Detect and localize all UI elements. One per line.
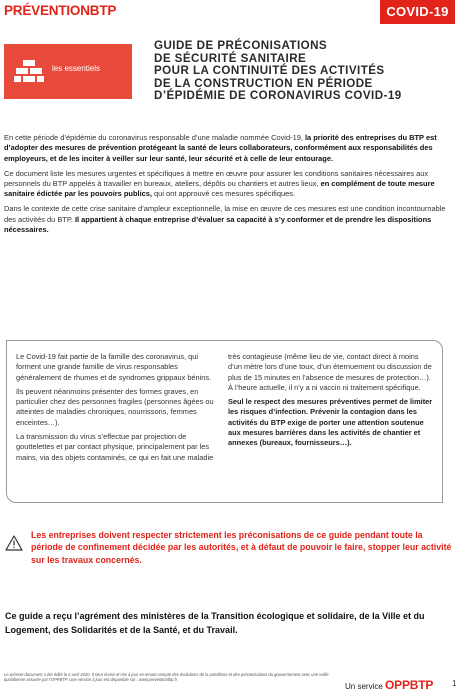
bricks-icon (14, 58, 44, 84)
intro-text (4, 133, 456, 240)
title-line: POUR LA CONTINUITÉ DES ACTIVITÉS (154, 64, 385, 77)
essentials-label: les essentiels (52, 64, 101, 73)
oppbtp-logo: OPPBTP (385, 678, 434, 692)
info-paragraph: Ils peuvent néanmoins présenter des formes graves, en particulier chez des personnes fragiles (personnes âgées ou atteintes de maladies chroniques, nourrissons, femmes enceintes…). (16, 386, 214, 427)
guide-title (154, 40, 454, 103)
footer-note: Le présent document a été édité le 2 avril 2020. Il sera révisé et mis à jour en tenant compte des évolutions de la pandémie et des préconisations du gouvernement avec une veille quotidienne assurée par l’OPPBTP. Une version à jour est disponible sur : www.preventionbtp.fr (4, 672, 329, 683)
info-paragraph: La transmission du virus s’effectue par projection de gouttelettes et par contact physique, principalement par les mains, via des objets contaminés, ce qui en fait une maladie (16, 432, 214, 462)
warning-text: Les entreprises doivent respecter strictement les préconisations de ce guide pendant toute la période de confinement décidée par les autorités, et à défaut de pouvoir le faire, stopper leur activité sur les travaux concernés. (31, 530, 452, 565)
brand-logo (4, 3, 116, 18)
brand-btp: BTP (89, 3, 117, 18)
essentials-block (4, 44, 132, 99)
intro-paragraph: En cette période d’épidémie du coronavirus responsable d’une maladie nommée Covid-19, la priorité des entreprises du BTP est d’adopter des mesures de prévention protégeant la santé de leurs collaborateurs, conformément aux responsabilités des employeurs, et de les inciter à veiller sur leur santé, leur sécurité et à celle de leur entourage. (4, 133, 437, 163)
covid-tag: COVID-19 (380, 0, 455, 24)
title-line: DE LA CONSTRUCTION EN PÉRIODE (154, 76, 373, 90)
brand-prevention: PRÉVENTION (4, 3, 90, 18)
warning-triangle-icon (5, 535, 23, 551)
info-box (6, 340, 443, 503)
title-line: DE SÉCURITÉ SANITAIRE (154, 51, 307, 65)
info-paragraph: très contagieuse (même lieu de vie, contact direct à moins d’un mètre lors d’une toux, d’un éternuement ou discussion de plus de 15 minutes en l’absence de mesures de protection…). À l’heure actuelle, il n’y a ni vaccin ni traitement spécifique. (228, 352, 432, 392)
intro-paragraph: Dans le contexte de cette crise sanitaire d’ampleur exceptionnelle, la mise en œuvre de ces mesures est une condition incontournable des activités du BTP. Il appartient à chaque entreprise d’évaluer sa capacité à s’y conformer et de prendre les dispositions nécessaires. (4, 204, 446, 235)
title-line: GUIDE DE PRÉCONISATIONS (154, 39, 328, 52)
service-label: Un service (345, 682, 383, 691)
approval-text: Ce guide a reçu l’agrément des ministères de la Transition écologique et solidaire, de la Ville et du Logement, des Solidarités et de la Santé, et du Travail. (5, 611, 425, 635)
intro-paragraph: Ce document liste les mesures urgentes et spécifiques à mettre en œuvre pour assurer les conditions sanitaires nécessaires aux personnels du BTP appelés à travailler en bureaux, ateliers, dépôts ou chantiers et autres lieux, en complément de toute mesure sanitaire édictée par les pouvoirs publics, qui ont approuvé ces mesures spécifiques. (4, 168, 435, 199)
info-column-right (228, 352, 433, 453)
page-number: 1 (452, 679, 457, 688)
info-column-left (16, 352, 221, 467)
footer-service (345, 678, 433, 692)
title-line: D’ÉPIDÉMIE DE CORONAVIRUS COVID-19 (154, 89, 402, 102)
info-paragraph: Le Covid-19 fait partie de la famille des coronavirus, qui forment une grande famille de virus responsables généralement de rhumes et de syndromes grippaux bénins. (16, 352, 212, 382)
info-paragraph-bold: Seul le respect des mesures préventives permet de limiter les risques d’infection. Prévenir la contagion dans les activités du BTP exige de porter une attention soutenue aux mesures barrières dans les activités de chantier et annexes (bureaux, fournisseurs…). (228, 397, 433, 448)
